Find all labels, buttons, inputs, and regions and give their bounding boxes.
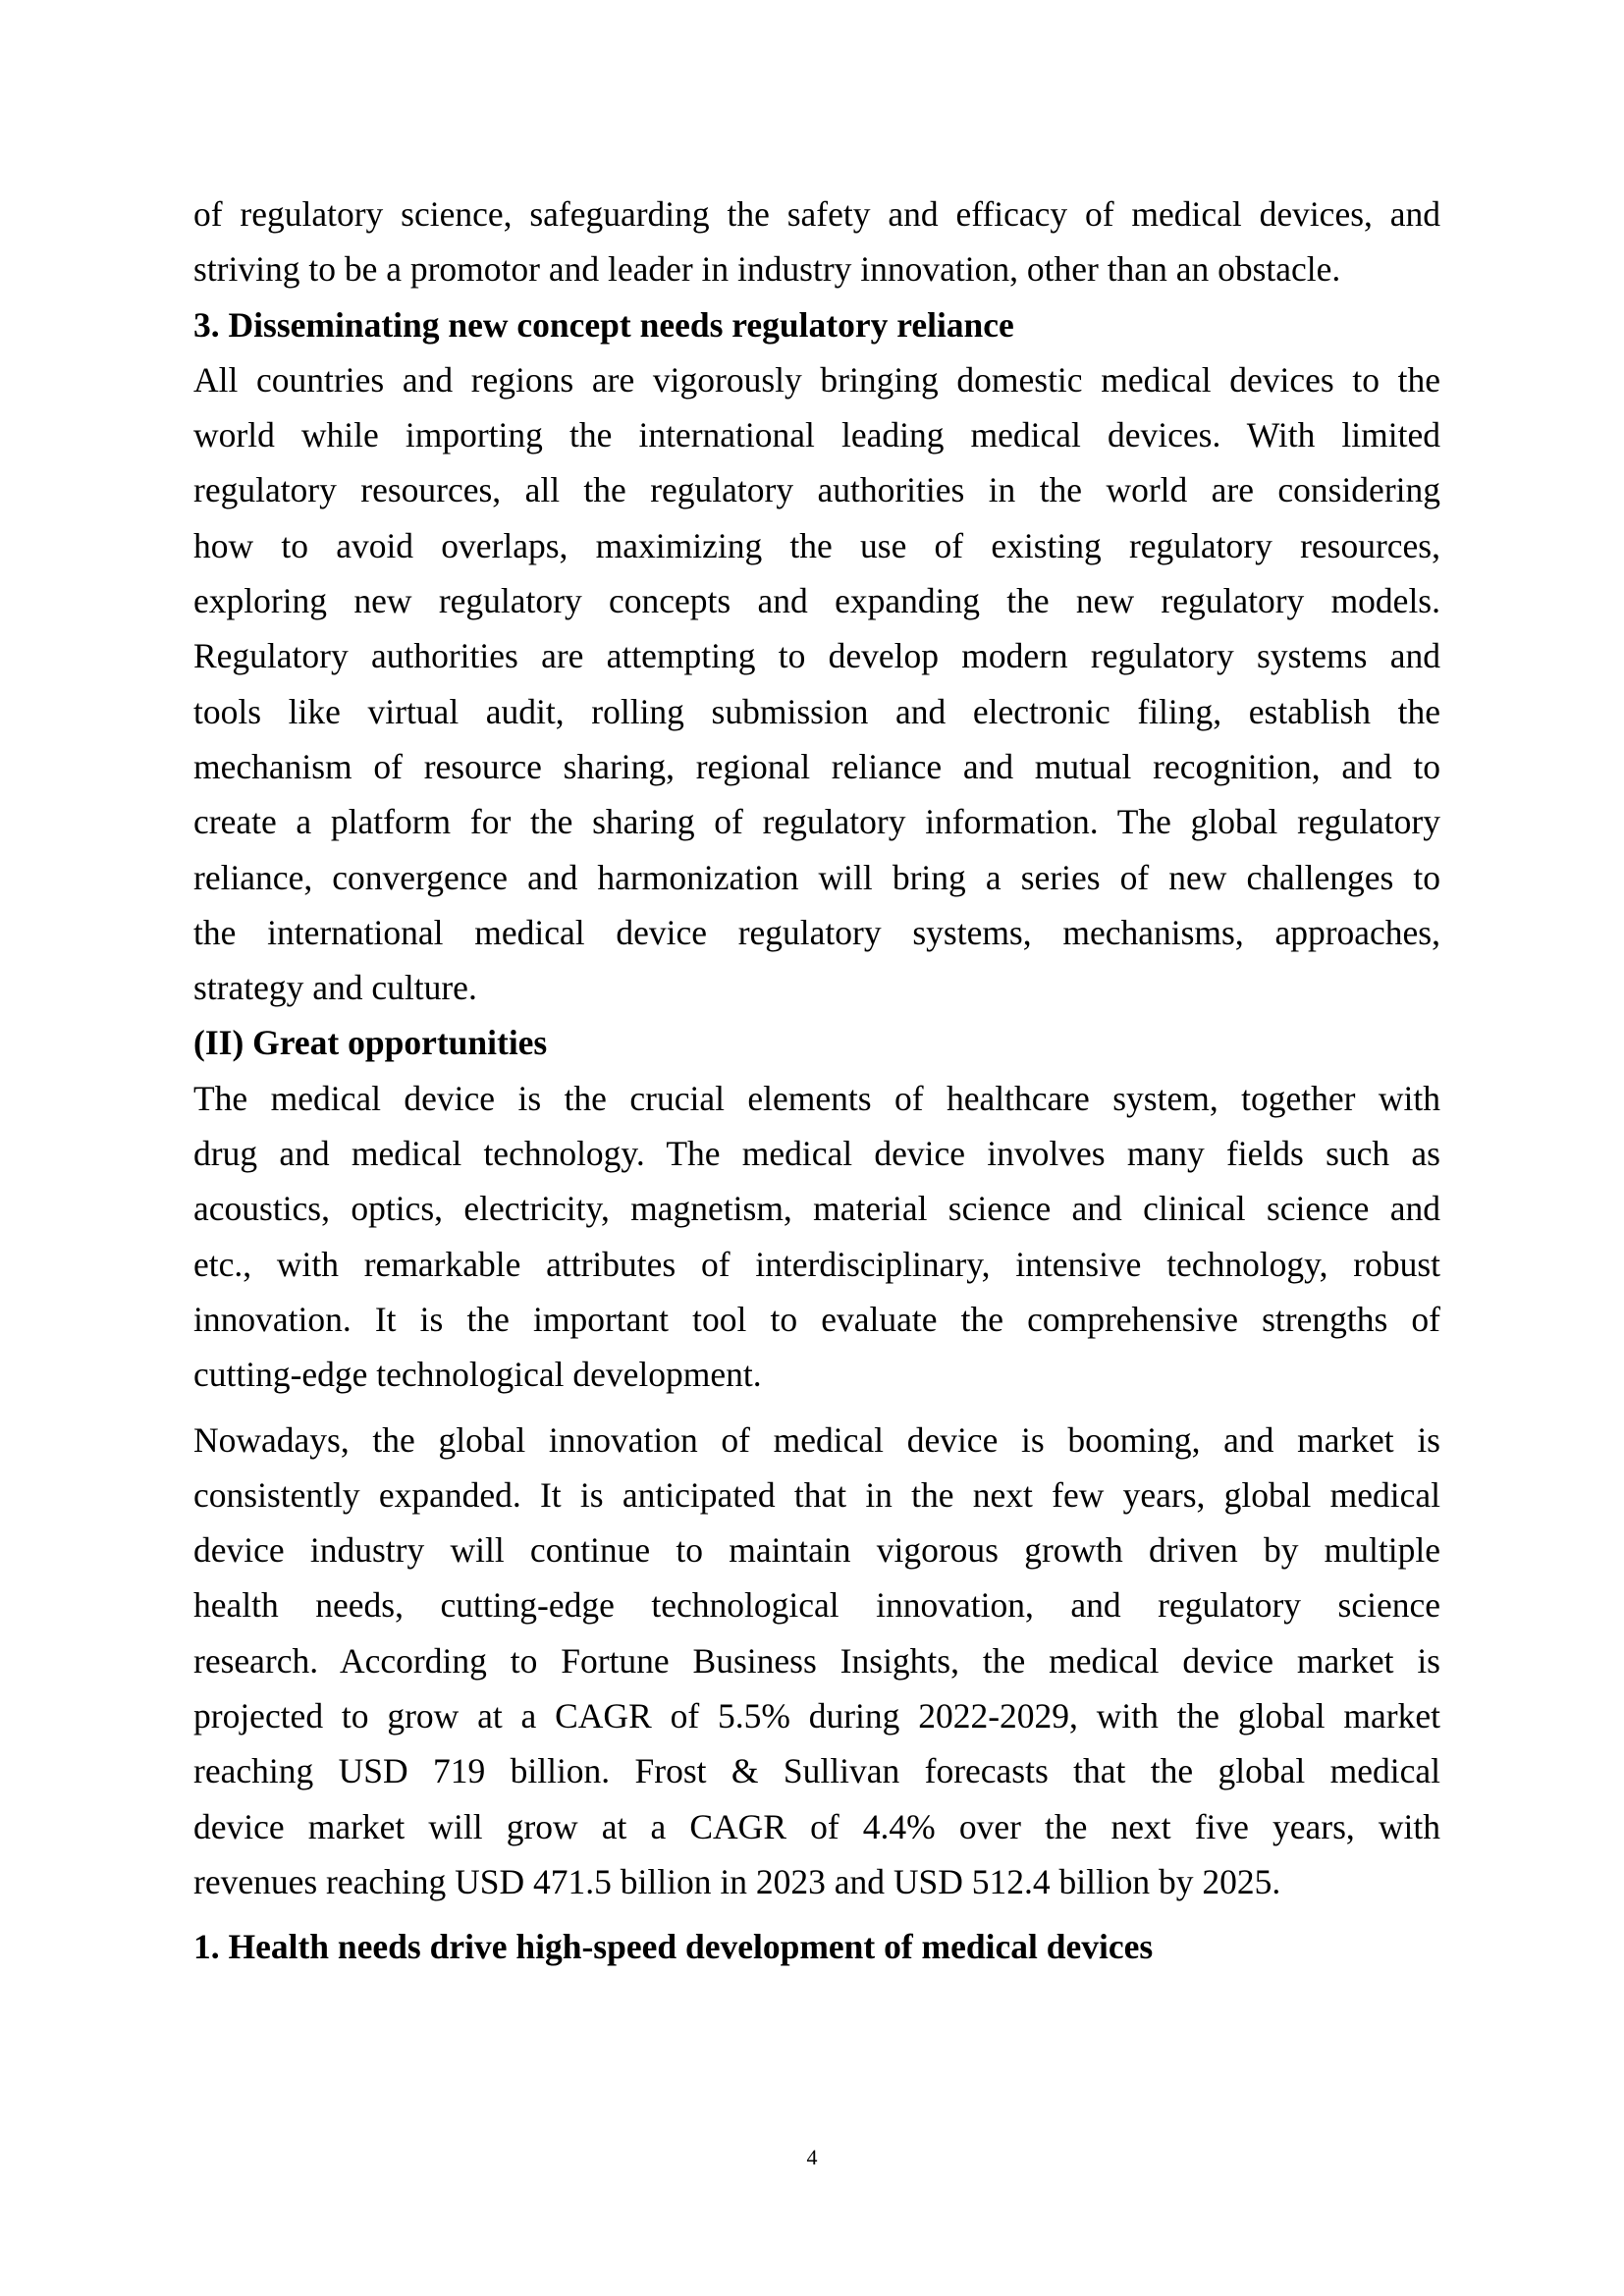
page-number: 4 bbox=[806, 2145, 818, 2169]
document-page bbox=[193, 187, 1440, 1975]
text-line: acoustics, optics, electricity, magnetism, material science and clinical science and bbox=[193, 1189, 1440, 1229]
text-line: projected to grow at a CAGR of 5.5% during 2022-2029, with the global market bbox=[193, 1696, 1440, 1736]
text-line: create a platform for the sharing of regulatory information. The global regulatory bbox=[193, 802, 1440, 842]
continuation-paragraph bbox=[193, 187, 1440, 297]
text-line: striving to be a promotor and leader in industry innovation, other than an obstacle. bbox=[193, 249, 1341, 290]
text-line: revenues reaching USD 471.5 billion in 2023 and USD 512.4 billion by 2025. bbox=[193, 1861, 1281, 1901]
text-line: regulatory resources, all the regulatory authorities in the world are considering bbox=[193, 470, 1440, 510]
text-line: consistently expanded. It is anticipated that in the next few years, global medical bbox=[193, 1474, 1440, 1515]
text-line: innovation. It is the important tool to evaluate the comprehensive strengths of bbox=[193, 1299, 1440, 1339]
text-line: how to avoid overlaps, maximizing the use of existing regulatory resources, bbox=[193, 525, 1440, 565]
section-3-paragraph bbox=[193, 352, 1440, 1016]
text-line: The medical device is the crucial elements of healthcare system, together with bbox=[193, 1078, 1440, 1118]
text-line: strategy and culture. bbox=[193, 968, 477, 1008]
text-line: Regulatory authorities are attempting to develop modern regulatory systems and bbox=[193, 636, 1440, 676]
text-line: reaching USD 719 billion. Frost & Sullivan forecasts that the global medical bbox=[193, 1751, 1440, 1791]
text-line: etc., with remarkable attributes of interdisciplinary, intensive technology, robust bbox=[193, 1244, 1440, 1284]
section-heading-II: (II) Great opportunities bbox=[193, 1023, 548, 1063]
text-line: tools like virtual audit, rolling submission and electronic filing, establish the bbox=[193, 691, 1440, 731]
text-line: world while importing the international leading medical devices. With limited bbox=[193, 415, 1440, 455]
text-line: exploring new regulatory concepts and expanding the new regulatory models. bbox=[193, 581, 1440, 621]
text-line: drug and medical technology. The medical device involves many fields such as bbox=[193, 1134, 1440, 1174]
text-line: reliance, convergence and harmonization will bring a series of new challenges to bbox=[193, 857, 1440, 897]
opportunities-paragraph-1 bbox=[193, 1071, 1440, 1403]
section-heading-3: 3. Disseminating new concept needs regulatory reliance bbox=[193, 304, 1014, 345]
text-line: the international medical device regulatory systems, mechanisms, approaches, bbox=[193, 912, 1440, 952]
text-line: of regulatory science, safeguarding the safety and efficacy of medical devices, and bbox=[193, 194, 1440, 234]
text-line: mechanism of resource sharing, regional reliance and mutual recognition, and to bbox=[193, 746, 1440, 786]
text-line: device market will grow at a CAGR of 4.4% over the next five years, with bbox=[193, 1806, 1440, 1846]
section-heading-1: 1. Health needs drive high-speed development of medical devices bbox=[193, 1927, 1154, 1967]
text-line: All countries and regions are vigorously bringing domestic medical devices to the bbox=[193, 359, 1440, 400]
text-line: health needs, cutting-edge technological innovation, and regulatory science bbox=[193, 1585, 1440, 1626]
text-line: device industry will continue to maintain vigorous growth driven by multiple bbox=[193, 1530, 1440, 1571]
text-line: research. According to Fortune Business Insights, the medical device market is bbox=[193, 1640, 1440, 1681]
opportunities-paragraph-2 bbox=[193, 1413, 1440, 1910]
text-line: cutting-edge technological development. bbox=[193, 1355, 762, 1395]
text-line: Nowadays, the global innovation of medical device is booming, and market is bbox=[193, 1419, 1440, 1460]
